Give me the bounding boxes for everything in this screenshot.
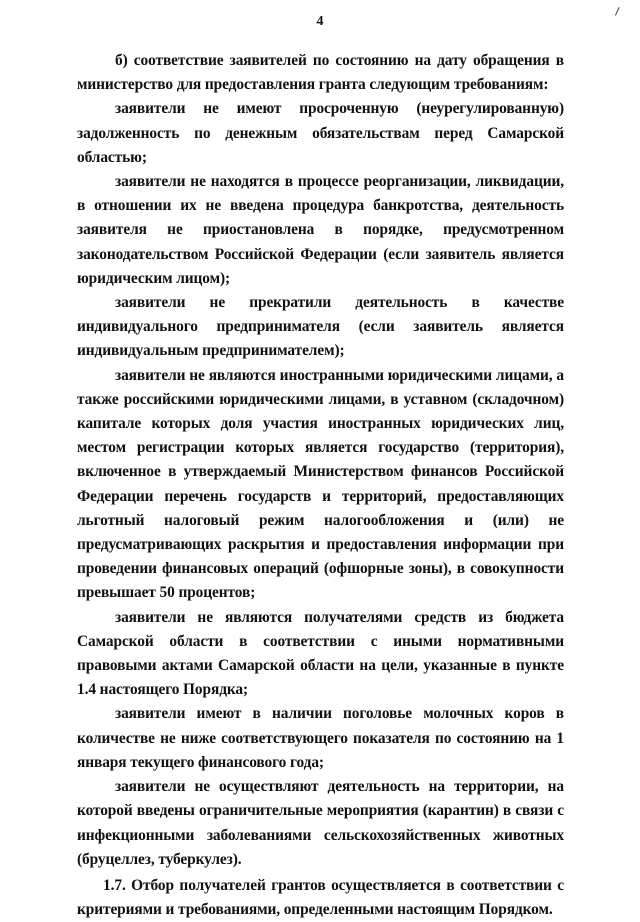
paragraph-not-foreign-entity: заявители не являются иностранными юридическими лицами, а также российскими юридическими лицами, в уставном (складочном) капитале которых доля участия иностранных юридических лиц, местом регистрации которых является государство (территория), включенное в утверждаемый Министерством финансов Российской Федерации перечень государств и территорий, предоставляющих льготный налоговый режим налогообложения и (или) не предусматривающих раскрытия и предоставления информации при проведении финансовых операций (офшорные зоны), в совокупности превышает 50 процентов; (77, 366, 564, 602)
paragraph-entrepreneur-active: заявители не прекратили деятельность в качестве индивидуального предпринимателя (если заявитель является индивидуальным предпринимателем); (77, 294, 564, 360)
paragraph-no-debt: заявители не имеют просроченную (неурегулированную) задолженность по денежным обязательствам перед Самарской областью; (77, 100, 564, 166)
paragraph-no-other-budget-funds: заявители не являются получателями средств из бюджета Самарской области в соответствии с иными нормативными правовыми актами Самарской области на цели, указанные в пункте 1.4 настоящего Порядка; (77, 608, 564, 699)
paragraph-no-quarantine: заявители не осуществляют деятельность на территории, на которой введены ограничительные мероприятия (карантин) в связи с инфекционными заболеваниями сельскохозяйственных животных (бруцеллез, туберкулез). (77, 778, 564, 868)
paragraph-requirements-intro: б) соответствие заявителей по состоянию на дату обращения в министерство для предоставления гранта следующим требованиям: (77, 52, 564, 94)
paragraph-dairy-cows: заявители имеют в наличии поголовье молочных коров в количестве не ниже соответствующего показателя по состоянию на 1 января текущего финансового года; (77, 705, 564, 771)
paragraph-no-reorganization: заявители не находятся в процессе реорганизации, ликвидации, в отношении их не введена процедура банкротства, деятельность заявителя не приостановлена в порядке, предусмотренном законодательством Российской Федерации (если заявитель является юридическим лицом); (77, 173, 564, 287)
paragraph-1-7-selection: 1.7. Отбор получателей грантов осуществляется в соответствии с критериями и требованиями, определенными настоящим Порядком. (77, 876, 564, 919)
document-body (77, 49, 564, 922)
page-number: 4 (316, 14, 324, 29)
